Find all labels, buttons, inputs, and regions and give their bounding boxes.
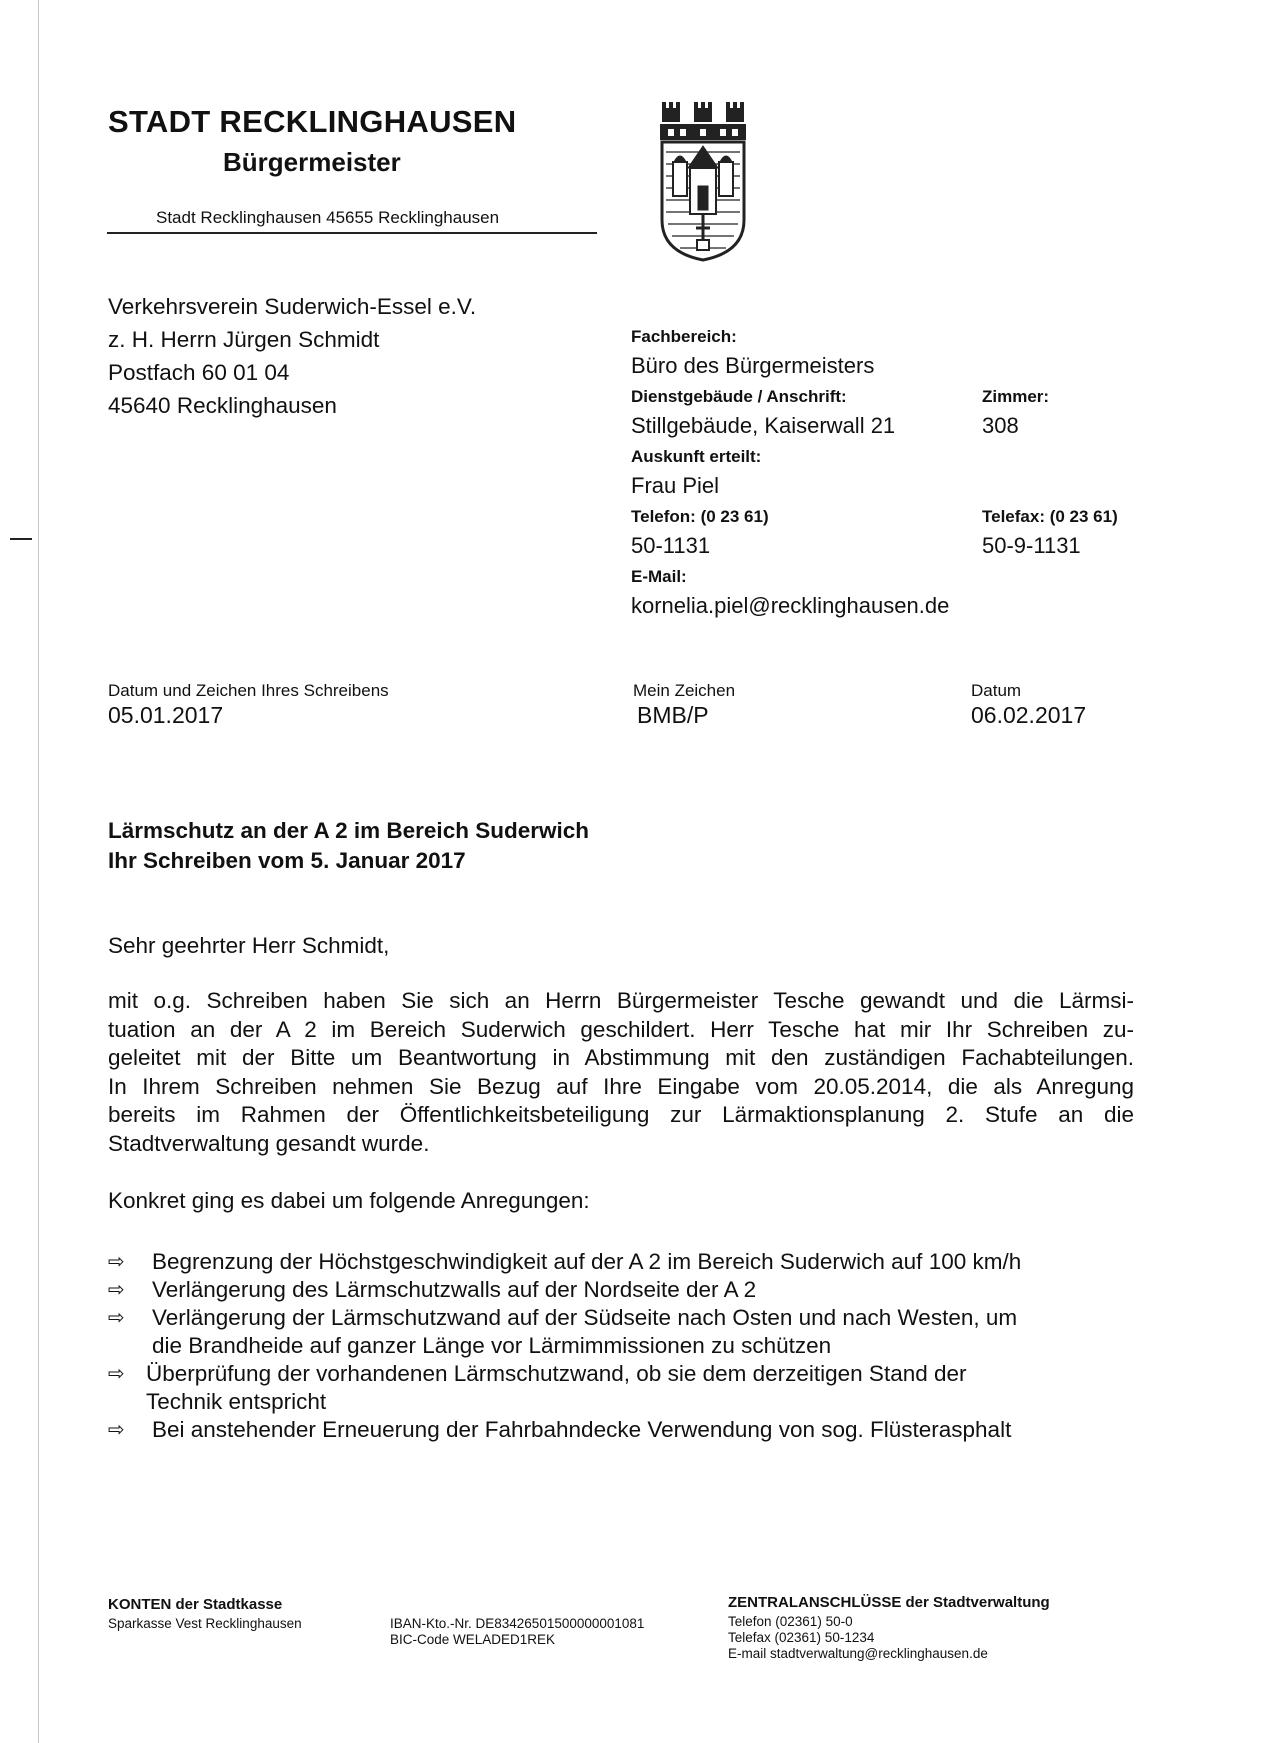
- dienstgebaeude-value: Stillgebäude, Kaiserwall 21: [631, 413, 896, 438]
- auskunft-label: Auskunft erteilt:: [631, 447, 762, 466]
- recipient-line: Verkehrsverein Suderwich-Essel e.V.: [108, 294, 477, 319]
- left-border-line: [38, 0, 39, 1743]
- arrow-right-icon: ⇨: [108, 1363, 125, 1385]
- arrow-right-icon: ⇨: [108, 1307, 125, 1329]
- subject-line: Lärmschutz an der A 2 im Bereich Suderwich: [108, 818, 589, 843]
- auskunft-value: Frau Piel: [631, 473, 720, 498]
- paragraph-line: Stadtverwaltung gesandt wurde.: [108, 1130, 430, 1156]
- dienstgebaeude-label: Dienstgebäude / Anschrift:: [631, 387, 847, 406]
- list-item: [108, 1248, 1021, 1276]
- telefax-label: Telefax: (0 23 61): [982, 507, 1118, 526]
- list-item-text: Verlängerung der Lärmschutzwand auf der Südseite nach Osten und nach Westen, um: [152, 1305, 1018, 1330]
- arrow-right-icon: ⇨: [108, 1279, 125, 1301]
- salutation: Sehr geehrter Herr Schmidt,: [108, 933, 390, 958]
- subject: [108, 816, 589, 876]
- body-paragraph: [108, 987, 1134, 1158]
- list-item-text: Verlängerung des Lärmschutzwalls auf der Nordseite der A 2: [152, 1277, 757, 1302]
- suggestions-list: [108, 1248, 1021, 1444]
- recipient-line: z. H. Herrn Jürgen Schmidt: [108, 327, 380, 352]
- list-item-text: Bei anstehender Erneuerung der Fahrbahndecke Verwendung von sog. Flüsterasphalt: [152, 1417, 1012, 1442]
- city-role: Bürgermeister: [223, 147, 401, 177]
- zentral-telefon: Telefon (02361) 50-0: [728, 1614, 853, 1629]
- email-label: E-Mail:: [631, 567, 687, 586]
- arrow-right-icon: ⇨: [108, 1419, 125, 1441]
- list-item: [108, 1276, 1021, 1304]
- list-item-text: Begrenzung der Höchstgeschwindigkeit auf der A 2 im Bereich Suderwich auf 100 km/h: [152, 1249, 1022, 1274]
- return-address: Stadt Recklinghausen 45655 Recklinghausen: [156, 208, 500, 227]
- paragraph-line: geleitet mit der Bitte um Beantwortung in Abstimmung mit den zuständigen Fachabteilungen.: [108, 1045, 1134, 1070]
- list-item-text: Technik entspricht: [146, 1389, 327, 1414]
- paragraph-line: bereits im Rahmen der Öffentlichkeitsbeteiligung zur Lärmaktionsplanung 2. Stufe an die: [108, 1102, 1134, 1127]
- ihr-zeichen-value: 05.01.2017: [108, 702, 224, 728]
- zentral-email[interactable]: E-mail stadtverwaltung@recklinghausen.de: [728, 1646, 988, 1661]
- konten-heading: KONTEN der Stadtkasse: [108, 1596, 283, 1613]
- konten-bank: Sparkasse Vest Recklinghausen: [108, 1616, 302, 1631]
- paragraph-line: In Ihrem Schreiben nehmen Sie Bezug auf Ihre Eingabe vom 20.05.2014, die als Anregung: [108, 1073, 1134, 1099]
- zimmer-value: 308: [982, 413, 1019, 438]
- zimmer-label: Zimmer:: [982, 387, 1050, 406]
- mein-zeichen-value: BMB/P: [637, 702, 709, 728]
- recipient-line: Postfach 60 01 04: [108, 360, 290, 385]
- coat-of-arms-icon: [660, 102, 746, 262]
- city-name: STADT RECKLINGHAUSEN: [108, 104, 517, 139]
- telefon-value: 50-1131: [631, 533, 711, 558]
- iban: IBAN-Kto.-Nr. DE83426501500000001081: [390, 1616, 645, 1631]
- datum-label: Datum: [971, 681, 1022, 700]
- zentral-telefax: Telefax (02361) 50-1234: [728, 1630, 875, 1645]
- datum-value: 06.02.2017: [971, 702, 1087, 728]
- list-item-text: Überprüfung der vorhandenen Lärmschutzwand, ob sie dem derzeitigen Stand der: [146, 1361, 967, 1386]
- list-item: [108, 1304, 1021, 1360]
- list-item: [108, 1416, 1021, 1444]
- recipient-address: [108, 290, 476, 422]
- subject-line: Ihr Schreiben vom 5. Januar 2017: [108, 848, 466, 873]
- list-item-text: die Brandheide auf ganzer Länge vor Lärmimmissionen zu schützen: [152, 1333, 832, 1358]
- telefax-value: 50-9-1131: [982, 533, 1081, 558]
- arrow-right-icon: ⇨: [108, 1251, 125, 1273]
- return-address-rule: [107, 232, 597, 234]
- paragraph-line: tuation an der A 2 im Bereich Suderwich geschildert. Herr Tesche hat mir Ihr Schreiben zu-: [108, 1016, 1134, 1042]
- email-value[interactable]: kornelia.piel@recklinghausen.de: [631, 593, 950, 618]
- fold-mark: [10, 538, 32, 540]
- ihr-zeichen-label: Datum und Zeichen Ihres Schreibens: [108, 681, 389, 700]
- suggestions-intro: Konkret ging es dabei um folgende Anregungen:: [108, 1188, 590, 1213]
- fachbereich-label: Fachbereich:: [631, 327, 737, 346]
- bic: BIC-Code WELADED1REK: [390, 1632, 556, 1647]
- list-item: [108, 1360, 1021, 1416]
- paragraph-line: mit o.g. Schreiben haben Sie sich an Herrn Bürgermeister Tesche gewandt und die Lärmsi-: [108, 988, 1134, 1013]
- zentral-heading: ZENTRALANSCHLÜSSE der Stadtverwaltung: [728, 1594, 1050, 1611]
- mein-zeichen-label: Mein Zeichen: [633, 681, 736, 700]
- telefon-label: Telefon: (0 23 61): [631, 507, 769, 526]
- recipient-line: 45640 Recklinghausen: [108, 393, 337, 418]
- fachbereich-value: Büro des Bürgermeisters: [631, 353, 875, 378]
